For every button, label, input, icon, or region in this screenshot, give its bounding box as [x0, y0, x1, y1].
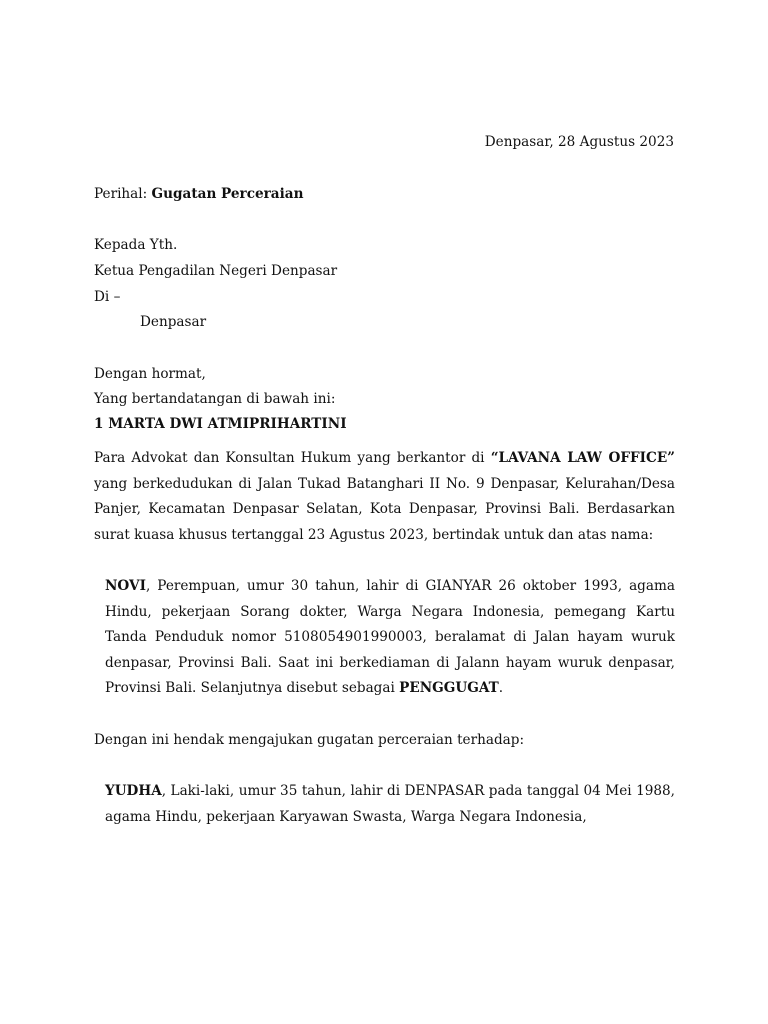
defendant-name: YUDHA — [105, 783, 162, 799]
letter-date: Denpasar, 28 Agustus 2023 — [484, 134, 674, 150]
plaintiff-details: , Perempuan, umur 30 tahun, lahir di GIANYAR 26 oktober 1993, agama Hindu, pekerjaan Sorang dokter, Warga Negara Indonesia, pemegang Kartu Tanda Penduduk nomor 5108054901990003, beralamat di Jalan hayam wuruk denpasar, Provinsi Bali. Saat ini berkediaman di Jalann hayam wuruk denpasar, Provinsi Bali. Selanjutnya disebut sebagai — [105, 578, 675, 697]
defendant-paragraph — [105, 779, 675, 830]
plaintiff-paragraph — [105, 574, 675, 702]
plaintiff-name: NOVI — [105, 578, 146, 594]
recipient-line-3: Di – — [94, 289, 121, 305]
signer-intro: Yang bertandatangan di bawah ini: — [94, 391, 336, 407]
intro-paragraph — [94, 446, 675, 548]
claim-intro: Dengan ini hendak mengajukan gugatan perceraian terhadap: — [94, 732, 525, 748]
signer-name: 1 MARTA DWI ATMIPRIHARTINI — [94, 416, 347, 432]
office-name: “LAVANA LAW OFFICE” — [490, 450, 675, 466]
recipient-line-1: Kepada Yth. — [94, 237, 178, 253]
plaintiff-designation: PENGGUGAT — [399, 680, 499, 697]
greeting: Dengan hormat, — [94, 366, 206, 382]
subject-label: Perihal: — [94, 186, 148, 202]
recipient-city: Denpasar — [140, 314, 207, 330]
recipient-line-2: Ketua Pengadilan Negeri Denpasar — [94, 263, 338, 279]
plaintiff-end: . — [498, 680, 504, 697]
letter-subject — [94, 185, 303, 203]
defendant-details: , Laki-laki, umur 35 tahun, lahir di DENPASAR pada tanggal 04 Mei 1988, agama Hindu, pekerjaan Karyawan Swasta, Warga Negara Indonesia, — [105, 783, 675, 825]
subject-value: Gugatan Perceraian — [151, 186, 304, 202]
intro-text-1: Para Advokat dan Konsultan Hukum yang berkantor di — [94, 450, 491, 466]
intro-text-2: yang berkedudukan di Jalan Tukad Batanghari II No. 9 Denpasar, Kelurahan/Desa Panjer, Kecamatan Denpasar Selatan, Kota Denpasar, Provinsi Bali. Berdasarkan surat kuasa khusus tertanggal 23 Agustus 2023, bertindak untuk dan atas nama: — [94, 475, 675, 543]
